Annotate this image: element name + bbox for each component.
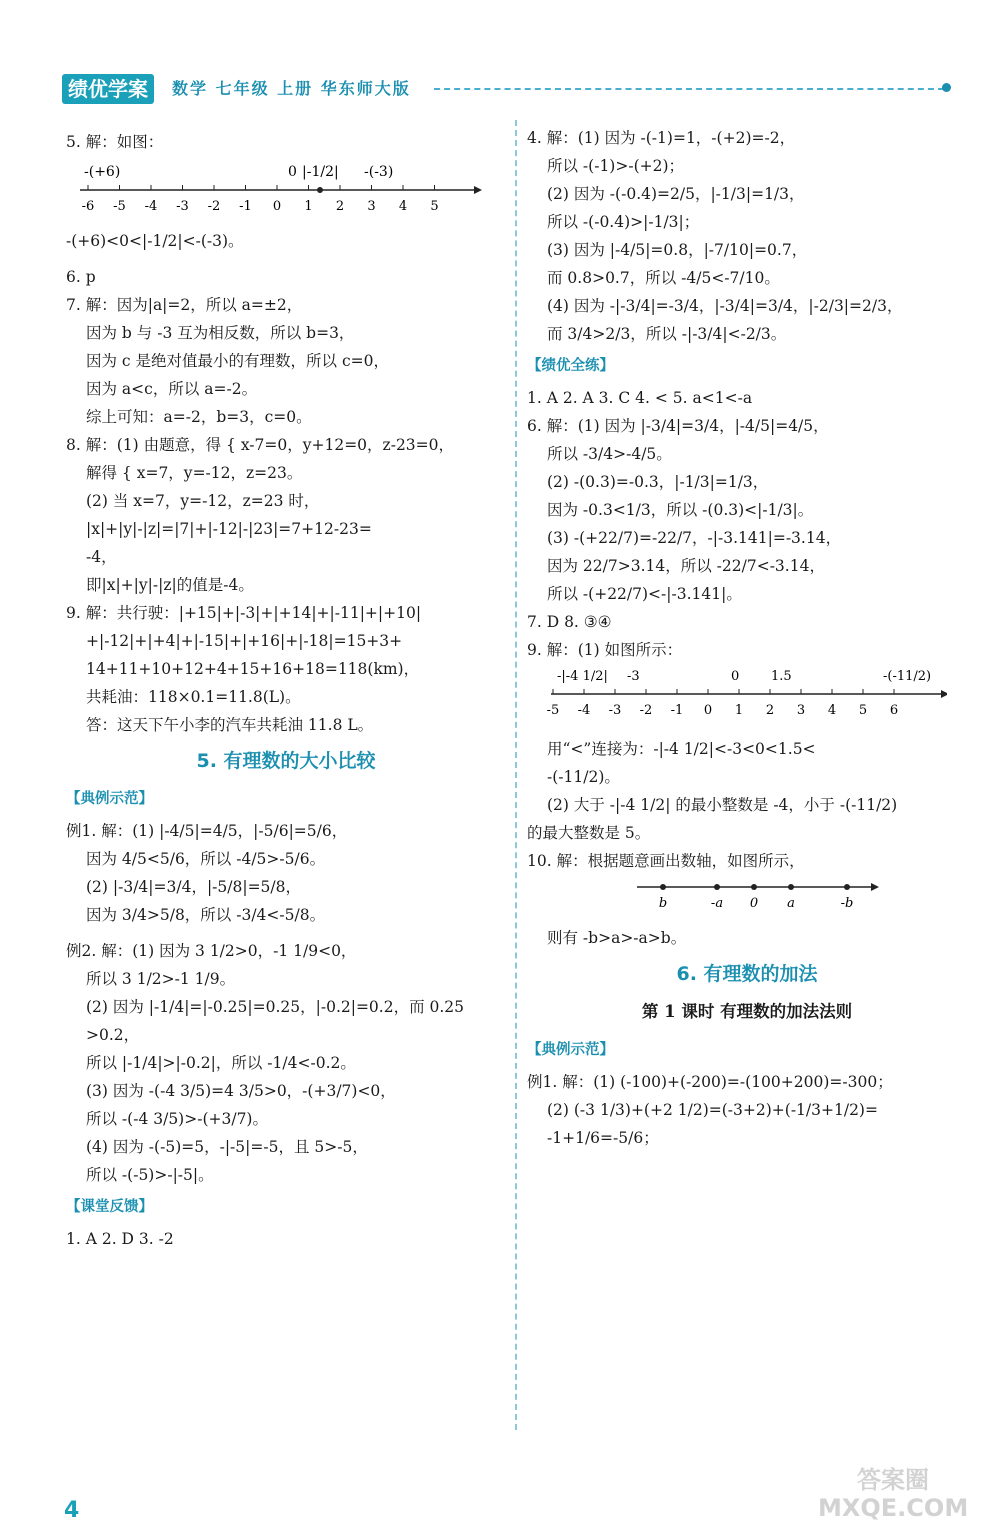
- q5-result: -(+6)<0<|-1/2|<-(-3)。: [66, 232, 244, 250]
- q10-label: 10. 解：根据题意画出数轴，如图所示，: [527, 852, 805, 870]
- q5-mark-half: |-1/2|: [302, 164, 339, 180]
- ex-line-2: (2) (-3 1/3)+(+2 1/2)=(-3+2)+(-1/3+1/2)=: [547, 1101, 878, 1119]
- q9-tick-label: 3: [796, 703, 806, 718]
- q10-point-label: -b: [840, 896, 854, 911]
- q9-line-1: 9. 解：共行驶：|+15|+|-3|+|+14|+|-11|+|+10|: [66, 604, 422, 622]
- q10-number-line: [527, 875, 947, 915]
- q9-line-2: +|-12|+|+4|+|-15|+|+16|+|-18|=15+3+: [86, 632, 403, 650]
- q6r-line-6: 因为 22/7>3.14，所以 -22/7<-3.14，: [547, 557, 825, 575]
- ex1-line-3: (2) |-3/4|=3/4，|-5/8|=5/8，: [86, 878, 302, 896]
- q4-line-7: (4) 因为 -|-3/4|=-3/4，|-3/4|=3/4，|-2/3|=2/3，: [547, 297, 903, 315]
- q5-tick-label: 0: [272, 199, 282, 214]
- q9-tick-label: -4: [577, 703, 591, 718]
- q9-tick-label: 2: [765, 703, 775, 718]
- ex2-line-5: 所以 |-1/4|>|-0.2|，所以 -1/4<-0.2。: [86, 1054, 356, 1072]
- ex1-line-1: 例1. 解：(1) |-4/5|=4/5，|-5/6|=5/6，: [66, 822, 348, 840]
- q5-tick-label: -5: [113, 199, 126, 214]
- q9-tick-label: -3: [608, 703, 622, 718]
- q5-label: 5. 解：如图：: [66, 133, 164, 151]
- q8-line-3: (2) 当 x=7，y=-12，z=23 时，: [86, 492, 320, 510]
- q9-number-line: [527, 664, 947, 726]
- q9-tick-label: 4: [827, 703, 837, 718]
- q9-mark-0: 0: [731, 669, 740, 684]
- brand-logo: 绩优学案: [62, 74, 154, 104]
- q9-tick-label: 5: [858, 703, 868, 718]
- q5-tick-label: -4: [144, 199, 158, 214]
- q5-point-half: [317, 187, 323, 193]
- q6r-line-1: 6. 解：(1) 因为 |-3/4|=3/4，|-4/5|=4/5，: [527, 417, 829, 435]
- q5-tick-label: -1: [239, 199, 252, 214]
- q4-line-8: 而 3/4>2/3，所以 -|-3/4|<-2/3。: [547, 325, 787, 343]
- watermark-logo: 答案圈 MXQE.COM: [818, 1466, 969, 1522]
- q5-tick-label: -6: [81, 199, 95, 214]
- q9-line-4: 共耗油：118×0.1=11.8(L)。: [86, 688, 301, 706]
- q4-line-1: 4. 解：(1) 因为 -(-1)=1，-(+2)=-2，: [527, 129, 796, 147]
- q6r-line-7: 所以 -(+22/7)<-|-3.141|。: [547, 585, 742, 603]
- q7-line-1: 7. 解：因为|a|=2，所以 a=±2，: [66, 296, 303, 314]
- q5-mark-zero: 0: [288, 164, 297, 180]
- q6r-line-4: 因为 -0.3<1/3，所以 -(0.3)<|-1/3|。: [547, 501, 814, 519]
- q9r-label: 9. 解：(1) 如图所示：: [527, 641, 683, 659]
- q5-mark-neg6: -(+6): [84, 164, 121, 180]
- right-column: [527, 124, 967, 1152]
- q9-tick-label: -2: [639, 703, 653, 718]
- q5-tick-label: 4: [398, 199, 408, 214]
- q4-line-4: 所以 -(-0.4)>|-1/3|；: [547, 213, 700, 231]
- q7-line-2: 因为 b 与 -3 互为相反数，所以 b=3，: [86, 324, 355, 342]
- q6r-line-3: (2) -(0.3)=-0.3，|-1/3|=1/3，: [547, 473, 769, 491]
- q9-line-5: 答：这天下午小李的汽车共耗油 11.8 L。: [86, 716, 374, 734]
- answers-7-8: 7. D 8. ③④: [527, 613, 612, 631]
- book-info: 数学 七年级 上册 华东师大版: [172, 79, 411, 98]
- ex-line-1: 例1. 解：(1) (-100)+(-200)=-(100+200)=-300；: [527, 1073, 893, 1091]
- q9r-line-1: 用“<”连接为：-|-4 1/2|<-3<0<1.5<: [547, 740, 816, 758]
- q10-point: [660, 884, 666, 890]
- section-title-5: 5. 有理数的大小比较: [196, 750, 376, 772]
- answers-1-5: 1. A 2. A 3. C 4. < 5. a<1<-a: [527, 389, 753, 407]
- ex2-line-6: (3) 因为 -(-4 3/5)=4 3/5>0，-(+3/7)<0，: [86, 1082, 396, 1100]
- tag-examples-2: 【典例示范】: [527, 1042, 614, 1058]
- q10-result: 则有 -b>a>-a>b。: [547, 929, 687, 947]
- ex2-line-9: 所以 -(-5)>-|-5|。: [86, 1166, 214, 1184]
- q7-line-4: 因为 a<c，所以 a=-2。: [86, 380, 258, 398]
- q5-tick-label: 2: [335, 199, 345, 214]
- q6r-line-2: 所以 -3/4>-4/5。: [547, 445, 672, 463]
- ex2-line-1: 例2. 解：(1) 因为 3 1/2>0，-1 1/9<0，: [66, 942, 357, 960]
- q10-point: [714, 884, 720, 890]
- ex2-line-2: 所以 3 1/2>-1 1/9。: [86, 970, 236, 988]
- q5-tick-label: 5: [430, 199, 439, 214]
- q8-line-1: 8. 解：(1) 由题意，得 { x-7=0，y+12=0，z-23=0，: [66, 436, 455, 454]
- page-header: [62, 74, 952, 108]
- q9-tick-label: 0: [703, 703, 713, 718]
- q9-mark-11-2: -(-11/2): [883, 669, 932, 684]
- q6-answer: 6. p: [66, 268, 96, 286]
- q8-line-2: 解得 { x=7，y=-12，z=23。: [86, 464, 303, 482]
- q5-tick-label: 1: [304, 199, 313, 214]
- q5-number-line: [66, 156, 486, 218]
- feedback-answers: 1. A 2. D 3. -2: [66, 1230, 174, 1248]
- q4-line-5: (3) 因为 |-4/5|=0.8，|-7/10|=0.7，: [547, 241, 808, 259]
- tag-examples: 【典例示范】: [66, 791, 153, 807]
- q9-mark-1-5: 1.5: [771, 669, 792, 684]
- q9-mark-neg3: -3: [627, 669, 640, 684]
- q9-tick-label: 6: [889, 703, 899, 718]
- ex2-line-3: (2) 因为 |-1/4|=|-0.25|=0.25，|-0.2|=0.2，而 0.25: [86, 998, 465, 1016]
- q10-point-label: a: [787, 896, 795, 911]
- q8-line-4: |x|+|y|-|z|=|7|+|-12|-|23|=7+12-23=: [86, 520, 372, 538]
- q7-line-5: 综上可知：a=-2，b=3，c=0。: [86, 408, 312, 426]
- q9r-line-2: -(-11/2)。: [547, 768, 620, 786]
- q9r-line-3: (2) 大于 -|-4 1/2| 的最小整数是 -4，小于 -(-11/2): [547, 796, 898, 814]
- q9-tick-label: -1: [670, 703, 684, 718]
- q9-line-3: 14+11+10+12+4+15+16+18=118(km)，: [86, 660, 420, 678]
- q10-point: [844, 884, 850, 890]
- q9-tick-label: -5: [546, 703, 560, 718]
- q4-line-2: 所以 -(-1)>-(+2)；: [547, 157, 685, 175]
- q10-point-label: 0: [749, 896, 759, 911]
- q10-point-label: -a: [710, 896, 724, 911]
- q10-point: [751, 884, 757, 890]
- ex2-line-8: (4) 因为 -(-5)=5，-|-5|=-5，且 5>-5，: [86, 1138, 368, 1156]
- q9r-line-4: 的最大整数是 5。: [527, 824, 651, 842]
- tag-practice: 【绩优全练】: [527, 358, 614, 374]
- ex1-line-2: 因为 4/5<5/6，所以 -4/5>-5/6。: [86, 850, 326, 868]
- ex2-line-7: 所以 -(-4 3/5)>-(+3/7)。: [86, 1110, 268, 1128]
- q9-tick-label: 1: [734, 703, 744, 718]
- ex1-line-4: 因为 3/4>5/8，所以 -3/4<-5/8。: [86, 906, 326, 924]
- header-dot: [942, 83, 951, 92]
- q5-tick-label: 3: [367, 199, 376, 214]
- tag-feedback: 【课堂反馈】: [66, 1199, 153, 1215]
- section-title-6: 6. 有理数的加法: [676, 963, 818, 985]
- left-column: [66, 128, 506, 1253]
- ex2-line-4: >0.2，: [86, 1026, 140, 1044]
- header-rule: [434, 88, 944, 90]
- lesson-title: 第 1 课时 有理数的加法法则: [641, 1002, 853, 1021]
- q5-tick-label: -2: [207, 199, 221, 214]
- q4-line-6: 而 0.8>0.7，所以 -4/5<-7/10。: [547, 269, 780, 287]
- q10-point-label: b: [658, 896, 668, 911]
- page-number: 4: [64, 1498, 80, 1523]
- q4-line-3: (2) 因为 -(-0.4)=2/5，|-1/3|=1/3，: [547, 185, 805, 203]
- ex-line-3: -1+1/6=-5/6；: [547, 1129, 659, 1147]
- q6r-line-5: (3) -(+22/7)=-22/7，-|-3.141|=-3.14，: [547, 529, 842, 547]
- q9-mark-neg4half: -|-4 1/2|: [557, 669, 608, 684]
- q8-line-6: 即|x|+|y|-|z|的值是-4。: [86, 576, 254, 594]
- q5-tick-label: -3: [176, 199, 189, 214]
- q10-point: [788, 884, 794, 890]
- q7-line-3: 因为 c 是绝对值最小的有理数，所以 c=0，: [86, 352, 389, 370]
- q8-line-5: -4，: [86, 548, 117, 566]
- q5-mark-3: -(-3): [364, 164, 394, 180]
- column-divider: [515, 120, 517, 1430]
